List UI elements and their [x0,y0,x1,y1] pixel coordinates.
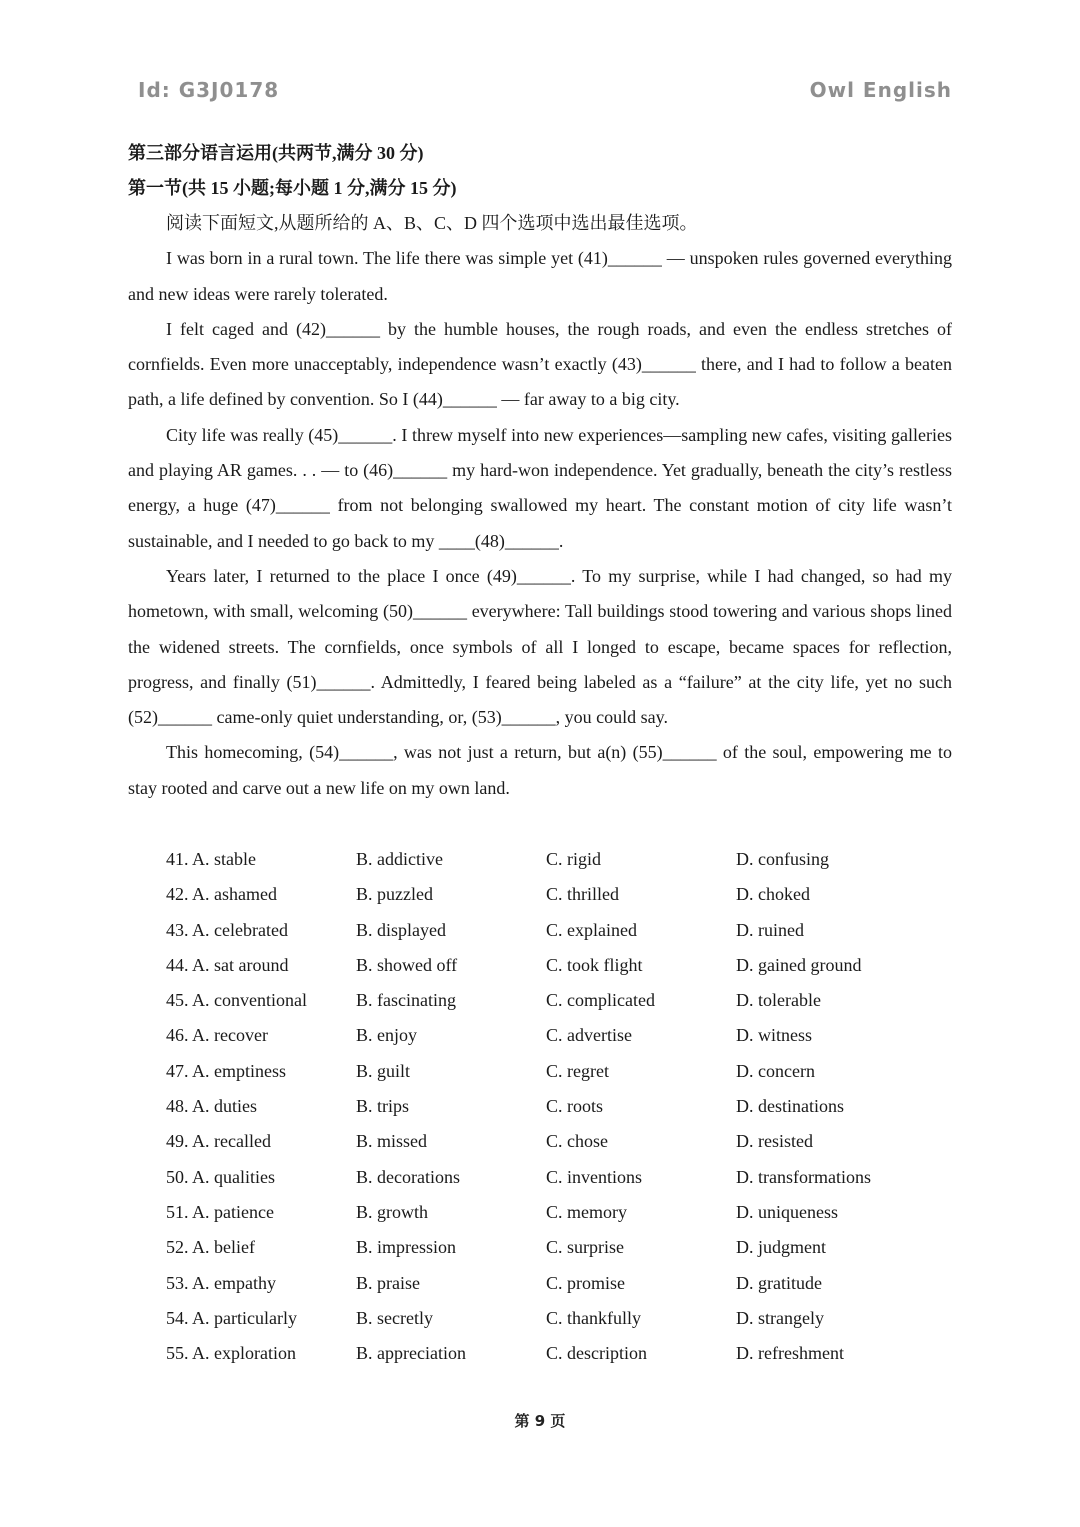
option-d: D. refreshment [736,1343,844,1364]
option-row [166,1124,926,1159]
option-c: C. thankfully [546,1307,641,1328]
option-d: D. confusing [736,849,829,869]
option-d: D. witness [736,1025,812,1046]
section-title: 第三部分语言运用(共两节,满分 30 分) [128,143,424,163]
option-c: C. surprise [546,1237,624,1258]
option-c: C. description [546,1343,647,1364]
option-b: B. praise [356,1272,420,1293]
option-row [166,1018,926,1053]
option-d: D. uniqueness [736,1201,838,1222]
option-a: 50. A. qualities [166,1166,275,1187]
option-c: C. regret [546,1060,609,1081]
option-a: 48. A. duties [166,1096,258,1117]
option-b: B. showed off [356,954,458,975]
option-c: C. inventions [546,1166,643,1187]
paragraph: Years later, I returned to the place I once (49)______. To my surprise, while I had changed, so had my hometown, with small, welcoming (50)______ everywhere: Tall buildings stood towering and various shops lined the widened streets. The cornfields, once symbols of all I longed to escape, became spaces for reflection, progress, and finally (51)______. Admittedly, I feared being labeled as a “failure” at the city life, yet no such (52)______ came-only quiet understanding, or, (53)______, you could say. [128,565,952,728]
option-a: 41. A. stable [166,849,256,869]
option-c: C. explained [546,919,637,940]
option-b: B. puzzled [356,884,433,905]
option-a: 43. A. celebrated [166,919,288,940]
option-row [166,1054,926,1089]
option-c: C. roots [546,1096,604,1117]
option-d: D. ruined [736,919,804,940]
option-a: 47. A. emptiness [166,1060,286,1081]
option-row [166,1195,926,1230]
option-b: B. missed [356,1131,428,1152]
option-row [166,948,926,983]
option-c: C. chose [546,1131,608,1152]
option-d: D. transformations [736,1166,871,1187]
option-row [166,1160,926,1195]
option-row [166,1266,926,1301]
option-row [166,1230,926,1265]
option-d: D. gratitude [736,1272,822,1293]
option-row [166,983,926,1018]
option-b: B. trips [356,1096,410,1117]
option-d: D. concern [736,1060,815,1081]
option-b: B. addictive [356,849,443,869]
instruction: 阅读下面短文,从题所给的 A、B、C、D 四个选项中选出最佳选项。 [166,213,698,233]
option-d: D. choked [736,884,810,905]
option-c: C. rigid [546,849,602,869]
paragraph: This homecoming, (54)______, was not just a return, but a(n) (55)______ of the soul, empowering me to stay rooted and carve out a new life on my own land. [128,742,952,798]
option-b: B. decorations [356,1166,460,1187]
option-b: B. fascinating [356,990,456,1011]
option-a: 53. A. empathy [166,1272,276,1293]
option-d: D. destinations [736,1096,844,1117]
section-subtitle: 第一节(共 15 小题;每小题 1 分,满分 15 分) [128,178,457,198]
option-d: D. tolerable [736,990,821,1011]
option-b: B. appreciation [356,1343,466,1364]
option-c: C. promise [546,1272,625,1293]
option-row [166,1336,926,1371]
paragraph: I was born in a rural town. The life there was simple yet (41)______ — unspoken rules governed everything and new ideas were rarely tolerated. [128,248,952,304]
option-a: 46. A. recover [166,1025,268,1046]
paragraph: I felt caged and (42)______ by the humble houses, the rough roads, and even the endless stretches of cornfields. Even more unacceptably, independence wasn’t exactly (43)______ there, and I had to follow a beaten path, a life defined by convention. So I (44)______ — far away to a big city. [128,318,952,410]
option-c: C. thrilled [546,884,619,905]
option-a: 55. A. exploration [166,1343,296,1364]
option-d: D. resisted [736,1131,813,1152]
options-list [166,842,926,1371]
option-d: D. strangely [736,1307,824,1328]
header-id: Id: G3J0178 [138,78,280,102]
option-a: 42. A. ashamed [166,884,277,905]
option-c: C. memory [546,1201,627,1222]
option-b: B. secretly [356,1307,433,1328]
option-a: 44. A. sat around [166,954,289,975]
option-a: 45. A. conventional [166,990,307,1011]
option-a: 54. A. particularly [166,1307,297,1328]
option-c: C. complicated [546,990,655,1011]
option-row [166,1089,926,1124]
option-row [166,877,926,912]
option-b: B. enjoy [356,1025,417,1046]
option-row [166,1301,926,1336]
option-b: B. growth [356,1201,428,1222]
option-c: C. took flight [546,954,643,975]
paragraph: City life was really (45)______. I threw myself into new experiences—sampling new cafes, visiting galleries and playing AR games. . . — to (46)______ my hard-won independence. Yet gradually, beneath the city’s restless energy, a huge (47)______ from not belonging swallowed my heart. The constant motion of city life wasn’t sustainable, and I needed to go back to my ____(48)______. [128,424,952,551]
header-brand: Owl English [809,78,952,102]
page-number: 第 9 页 [514,1412,566,1430]
option-row [166,913,926,948]
passage-section [128,136,952,806]
option-row [166,842,926,877]
option-a: 52. A. belief [166,1237,255,1258]
option-b: B. guilt [356,1060,411,1081]
option-c: C. advertise [546,1025,632,1046]
option-b: B. impression [356,1237,457,1258]
option-a: 49. A. recalled [166,1131,271,1152]
option-d: D. judgment [736,1237,826,1258]
option-b: B. displayed [356,919,446,940]
option-d: D. gained ground [736,954,862,975]
option-a: 51. A. patience [166,1201,274,1222]
